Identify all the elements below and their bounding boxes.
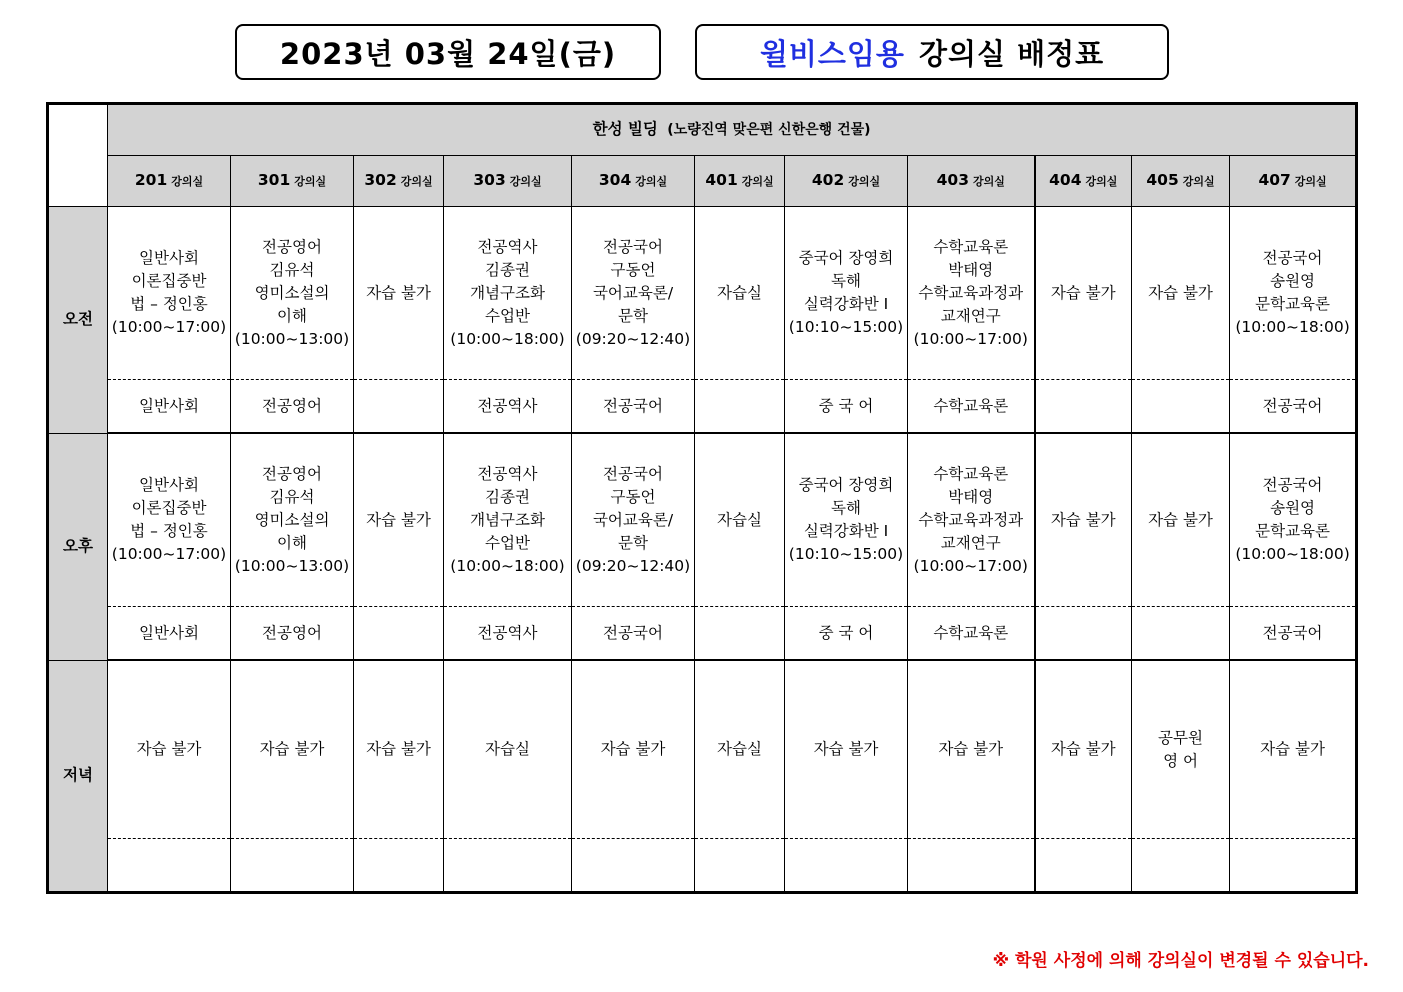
subject-summary-afternoon-404 — [1035, 607, 1132, 661]
room-number: 301 — [257, 171, 291, 189]
room-number: 403 — [936, 171, 969, 189]
room-header-302 — [354, 156, 444, 207]
room-header-201 — [108, 156, 231, 207]
class-cell-afternoon-407: 전공국어 송원영 문학교육론 (10:00~18:00) — [1230, 433, 1357, 607]
class-cell-evening-407: 자습 불가 — [1230, 660, 1357, 839]
subject-summary-morning-304: 전공국어 — [572, 380, 695, 434]
class-cell-afternoon-303: 전공역사 김종권 개념구조화 수업반 (10:00~18:00) — [444, 433, 572, 607]
room-header-row — [48, 156, 1357, 207]
subject-summary-afternoon-302 — [354, 607, 444, 661]
schedule-date: 2023년 03월 24일(금) — [279, 36, 617, 71]
schedule-title-box — [695, 24, 1169, 80]
subject-summary-afternoon-301: 전공영어 — [231, 607, 354, 661]
afternoon-summary-row — [48, 607, 1357, 661]
room-change-notice: ※ 학원 사정에 의해 강의실이 변경될 수 있습니다. — [992, 951, 1369, 971]
room-number: 302 — [364, 171, 397, 189]
class-cell-evening-404: 자습 불가 — [1035, 660, 1132, 839]
class-cell-morning-301: 전공영어 김유석 영미소설의 이해 (10:00~13:00) — [231, 207, 354, 380]
morning-main-row — [48, 207, 1357, 380]
class-cell-morning-402: 중국어 장영희 독해 실력강화반 I (10:10~15:00) — [785, 207, 908, 380]
building-row — [48, 104, 1357, 156]
subject-summary-afternoon-401 — [695, 607, 785, 661]
subject-summary-morning-407: 전공국어 — [1230, 380, 1357, 434]
room-number: 303 — [473, 171, 506, 189]
subject-summary-afternoon-407: 전공국어 — [1230, 607, 1357, 661]
room-number: 304 — [598, 171, 632, 189]
subject-summary-morning-401 — [695, 380, 785, 434]
class-cell-morning-405: 자습 불가 — [1132, 207, 1230, 380]
subject-summary-evening-303 — [444, 839, 572, 893]
subject-summary-evening-201 — [108, 839, 231, 893]
classroom-schedule-table — [46, 102, 1358, 894]
class-cell-afternoon-405: 자습 불가 — [1132, 433, 1230, 607]
class-cell-evening-405: 공무원 영 어 — [1132, 660, 1230, 839]
room-suffix: 강의실 — [294, 175, 327, 188]
evening-summary-row — [48, 839, 1357, 893]
subject-summary-morning-404 — [1035, 380, 1132, 434]
class-cell-evening-402: 자습 불가 — [785, 660, 908, 839]
subject-summary-evening-304 — [572, 839, 695, 893]
room-header-403 — [908, 156, 1035, 207]
evening-main-row — [48, 660, 1357, 839]
room-header-301 — [231, 156, 354, 207]
class-cell-morning-303: 전공역사 김종권 개념구조화 수업반 (10:00~18:00) — [444, 207, 572, 380]
afternoon-main-row — [48, 433, 1357, 607]
period-label-afternoon: 오후 — [48, 433, 108, 660]
class-cell-afternoon-301: 전공영어 김유석 영미소설의 이해 (10:00~13:00) — [231, 433, 354, 607]
period-label-morning: 오전 — [48, 207, 108, 434]
class-cell-evening-301: 자습 불가 — [231, 660, 354, 839]
class-cell-afternoon-304: 전공국어 구동언 국어교육론/ 문학 (09:20~12:40) — [572, 433, 695, 607]
class-cell-afternoon-201: 일반사회 이론집중반 법 – 정인홍 (10:00~17:00) — [108, 433, 231, 607]
date-title-box — [235, 24, 661, 80]
room-header-407 — [1230, 156, 1357, 207]
subject-summary-morning-302 — [354, 380, 444, 434]
building-location: (노량진역 맞은편 신한은행 건물) — [667, 122, 871, 138]
room-header-404 — [1035, 156, 1132, 207]
class-cell-evening-303: 자습실 — [444, 660, 572, 839]
subject-summary-evening-401 — [695, 839, 785, 893]
class-cell-morning-201: 일반사회 이론집중반 법 – 정인홍 (10:00~17:00) — [108, 207, 231, 380]
morning-summary-row — [48, 380, 1357, 434]
class-cell-evening-401: 자습실 — [695, 660, 785, 839]
room-suffix: 강의실 — [635, 175, 668, 188]
room-suffix: 강의실 — [972, 175, 1005, 188]
class-cell-afternoon-402: 중국어 장영희 독해 실력강화반 I (10:10~15:00) — [785, 433, 908, 607]
subject-summary-afternoon-402: 중 국 어 — [785, 607, 908, 661]
room-header-402 — [785, 156, 908, 207]
building-name: 한성 빌딩 — [592, 120, 658, 138]
room-number: 405 — [1146, 171, 1179, 189]
subject-summary-morning-301: 전공영어 — [231, 380, 354, 434]
class-cell-morning-302: 자습 불가 — [354, 207, 444, 380]
room-header-405 — [1132, 156, 1230, 207]
subject-summary-evening-301 — [231, 839, 354, 893]
subject-summary-morning-405 — [1132, 380, 1230, 434]
class-cell-morning-401: 자습실 — [695, 207, 785, 380]
class-cell-evening-201: 자습 불가 — [108, 660, 231, 839]
subject-summary-afternoon-201: 일반사회 — [108, 607, 231, 661]
subject-summary-morning-402: 중 국 어 — [785, 380, 908, 434]
room-number: 401 — [705, 171, 738, 189]
subject-summary-afternoon-405 — [1132, 607, 1230, 661]
schedule-title: 강의실 배정표 — [918, 36, 1105, 71]
academy-name: 윌비스임용 — [759, 36, 905, 71]
subject-summary-evening-404 — [1035, 839, 1132, 893]
class-cell-morning-304: 전공국어 구동언 국어교육론/ 문학 (09:20~12:40) — [572, 207, 695, 380]
subject-summary-afternoon-304: 전공국어 — [572, 607, 695, 661]
class-cell-afternoon-403: 수학교육론 박태영 수학교육과정과 교재연구 (10:00~17:00) — [908, 433, 1035, 607]
subject-summary-evening-405 — [1132, 839, 1230, 893]
class-cell-morning-404: 자습 불가 — [1035, 207, 1132, 380]
room-suffix: 강의실 — [741, 175, 774, 188]
class-cell-evening-403: 자습 불가 — [908, 660, 1035, 839]
subject-summary-afternoon-303: 전공역사 — [444, 607, 572, 661]
room-header-401 — [695, 156, 785, 207]
subject-summary-evening-302 — [354, 839, 444, 893]
class-cell-evening-302: 자습 불가 — [354, 660, 444, 839]
subject-summary-morning-303: 전공역사 — [444, 380, 572, 434]
subject-summary-morning-403: 수학교육론 — [908, 380, 1035, 434]
period-label-evening: 저녁 — [48, 660, 108, 893]
class-cell-afternoon-404: 자습 불가 — [1035, 433, 1132, 607]
room-suffix: 강의실 — [1182, 175, 1215, 188]
room-suffix: 강의실 — [848, 175, 881, 188]
class-cell-afternoon-302: 자습 불가 — [354, 433, 444, 607]
room-header-303 — [444, 156, 572, 207]
class-cell-morning-407: 전공국어 송원영 문학교육론 (10:00~18:00) — [1230, 207, 1357, 380]
subject-summary-morning-201: 일반사회 — [108, 380, 231, 434]
building-header — [108, 104, 1357, 156]
subject-summary-evening-403 — [908, 839, 1035, 893]
class-cell-morning-403: 수학교육론 박태영 수학교육과정과 교재연구 (10:00~17:00) — [908, 207, 1035, 380]
room-number: 402 — [811, 171, 845, 189]
class-cell-evening-304: 자습 불가 — [572, 660, 695, 839]
room-suffix: 강의실 — [171, 175, 204, 188]
room-header-304 — [572, 156, 695, 207]
room-number: 407 — [1258, 171, 1291, 189]
corner-cell — [48, 104, 108, 207]
room-suffix: 강의실 — [400, 175, 433, 188]
room-suffix: 강의실 — [1294, 175, 1327, 188]
subject-summary-afternoon-403: 수학교육론 — [908, 607, 1035, 661]
subject-summary-evening-407 — [1230, 839, 1357, 893]
room-number: 404 — [1049, 171, 1082, 189]
room-suffix: 강의실 — [509, 175, 542, 188]
room-number: 201 — [134, 171, 168, 189]
room-suffix: 강의실 — [1085, 175, 1118, 188]
class-cell-afternoon-401: 자습실 — [695, 433, 785, 607]
subject-summary-evening-402 — [785, 839, 908, 893]
